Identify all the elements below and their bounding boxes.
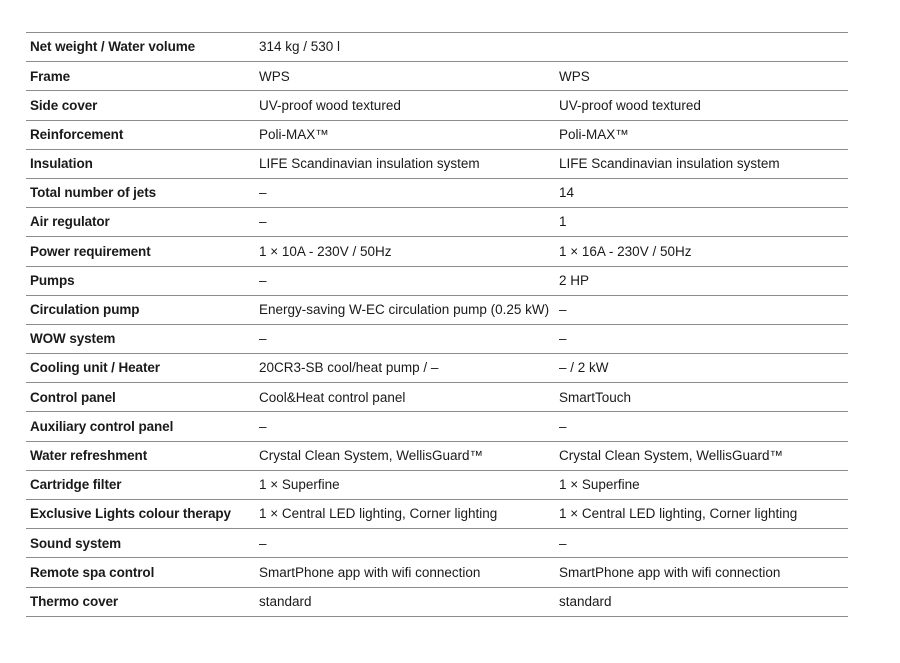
spec-value-model-b: SmartPhone app with wifi connection — [555, 558, 848, 587]
table-row — [26, 354, 848, 383]
spec-value-model-b: – — [555, 529, 848, 558]
spec-value-model-b: 1 × 16A - 230V / 50Hz — [555, 237, 848, 266]
spec-value-model-b: SmartTouch — [555, 383, 848, 412]
table-row — [26, 62, 848, 91]
spec-label: Water refreshment — [26, 441, 255, 470]
spec-table-body — [26, 33, 848, 617]
spec-table — [26, 32, 848, 617]
spec-label: Frame — [26, 62, 255, 91]
table-row — [26, 558, 848, 587]
table-row — [26, 441, 848, 470]
spec-label: Exclusive Lights colour therapy — [26, 500, 255, 529]
spec-label: Air regulator — [26, 208, 255, 237]
table-row — [26, 266, 848, 295]
spec-label: Insulation — [26, 149, 255, 178]
spec-value-model-a: 1 × Superfine — [255, 470, 555, 499]
spec-value-model-a: WPS — [255, 62, 555, 91]
spec-value-model-a: – — [255, 412, 555, 441]
spec-value-model-b: – — [555, 324, 848, 353]
spec-value-model-b: 14 — [555, 178, 848, 207]
table-row — [26, 412, 848, 441]
spec-label: Reinforcement — [26, 120, 255, 149]
spec-value-model-a: UV-proof wood textured — [255, 91, 555, 120]
spec-label: Net weight / Water volume — [26, 33, 255, 62]
table-row — [26, 120, 848, 149]
table-row — [26, 529, 848, 558]
table-row — [26, 178, 848, 207]
table-row — [26, 237, 848, 266]
spec-value-model-b: LIFE Scandinavian insulation system — [555, 149, 848, 178]
spec-value-model-b: 1 × Central LED lighting, Corner lighting — [555, 500, 848, 529]
spec-label: WOW system — [26, 324, 255, 353]
spec-label: Side cover — [26, 91, 255, 120]
spec-label: Power requirement — [26, 237, 255, 266]
spec-value-model-b: 2 HP — [555, 266, 848, 295]
table-row — [26, 587, 848, 616]
spec-value-model-a: 20CR3-SB cool/heat pump / – — [255, 354, 555, 383]
spec-label: Control panel — [26, 383, 255, 412]
spec-label: Total number of jets — [26, 178, 255, 207]
spec-value-model-a: Energy-saving W-EC circulation pump (0.25 kW) — [255, 295, 555, 324]
spec-label: Cooling unit / Heater — [26, 354, 255, 383]
spec-label: Remote spa control — [26, 558, 255, 587]
spec-value-model-a: Cool&Heat control panel — [255, 383, 555, 412]
spec-value-model-a: SmartPhone app with wifi connection — [255, 558, 555, 587]
spec-value-model-a: 1 × 10A - 230V / 50Hz — [255, 237, 555, 266]
spec-value-model-a: – — [255, 208, 555, 237]
table-row — [26, 33, 848, 62]
spec-value-model-a: – — [255, 178, 555, 207]
spec-value-model-a: standard — [255, 587, 555, 616]
spec-label: Circulation pump — [26, 295, 255, 324]
spec-value-model-a: 314 kg / 530 l — [255, 33, 555, 62]
spec-value-model-b: 1 × Superfine — [555, 470, 848, 499]
spec-label: Sound system — [26, 529, 255, 558]
table-row — [26, 500, 848, 529]
table-row — [26, 295, 848, 324]
spec-value-model-b: UV-proof wood textured — [555, 91, 848, 120]
spec-value-model-b: – — [555, 295, 848, 324]
spec-value-model-a: LIFE Scandinavian insulation system — [255, 149, 555, 178]
spec-value-model-b: WPS — [555, 62, 848, 91]
spec-value-model-b: – / 2 kW — [555, 354, 848, 383]
spec-value-model-a: – — [255, 529, 555, 558]
spec-label: Pumps — [26, 266, 255, 295]
spec-value-model-b — [555, 33, 848, 62]
table-row — [26, 470, 848, 499]
spec-value-model-a: Crystal Clean System, WellisGuard™ — [255, 441, 555, 470]
spec-value-model-a: 1 × Central LED lighting, Corner lighting — [255, 500, 555, 529]
table-row — [26, 324, 848, 353]
spec-value-model-a: – — [255, 324, 555, 353]
table-row — [26, 91, 848, 120]
spec-label: Auxiliary control panel — [26, 412, 255, 441]
spec-value-model-b: standard — [555, 587, 848, 616]
spec-value-model-a: – — [255, 266, 555, 295]
spec-value-model-b: 1 — [555, 208, 848, 237]
spec-value-model-b: – — [555, 412, 848, 441]
table-row — [26, 383, 848, 412]
spec-value-model-b: Crystal Clean System, WellisGuard™ — [555, 441, 848, 470]
table-row — [26, 208, 848, 237]
table-row — [26, 149, 848, 178]
spec-label: Thermo cover — [26, 587, 255, 616]
spec-value-model-a: Poli-MAX™ — [255, 120, 555, 149]
spec-label: Cartridge filter — [26, 470, 255, 499]
spec-value-model-b: Poli-MAX™ — [555, 120, 848, 149]
